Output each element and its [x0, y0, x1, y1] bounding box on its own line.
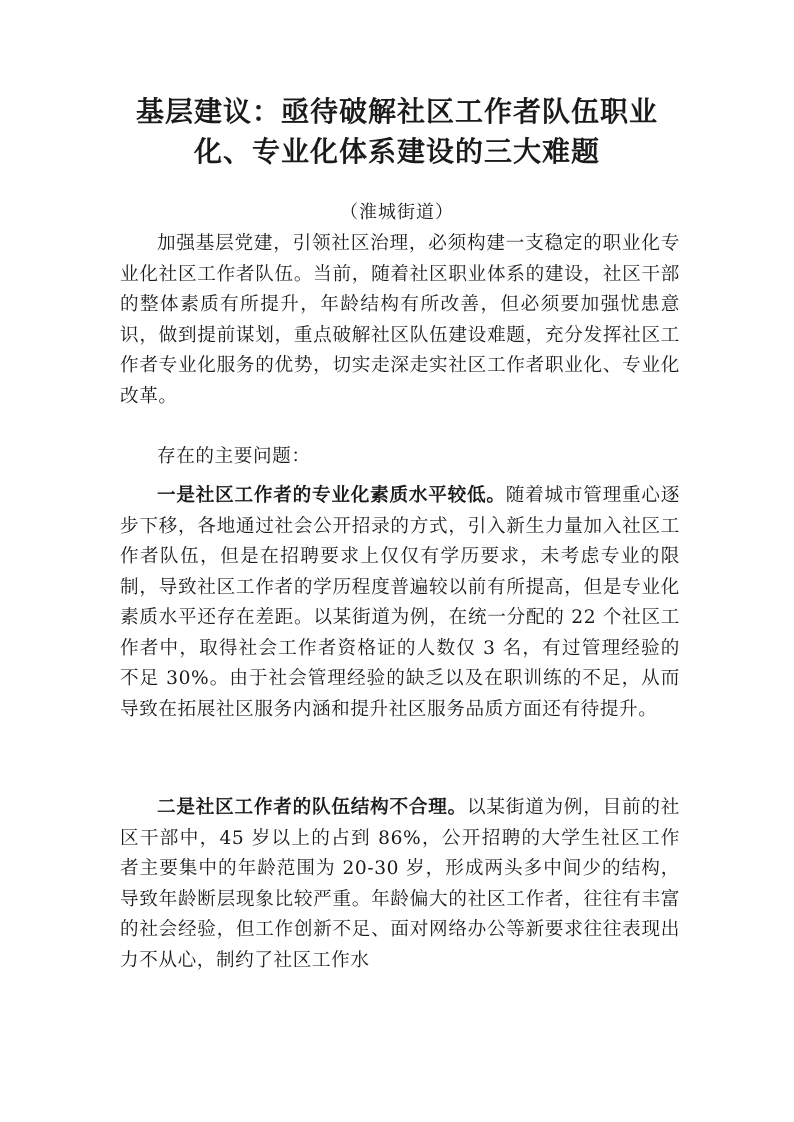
problem-two-paragraph [120, 793, 680, 976]
problems-heading-text: 存在的主要问题： [157, 446, 311, 467]
problems-heading-paragraph [120, 442, 680, 473]
problem-two-lead: 二是社区工作者的队伍结构不合理。 [157, 797, 468, 818]
intro-paragraph [120, 229, 680, 412]
problem-one-text: 随着城市管理重心逐步下移，各地通过社会公开招录的方式，引入新生力量加入社区工作者队伍，但是在招聘要求上仅仅有学历要求，未考虑专业的限制，导致社区工作者的学历程度普遍较以前有所提高，但是专业化素质水平还存在差距。以某街道为例，在统一分配的 22 个社区工作者中，取得社会工作者资格证的人数仅 3 名，有过管理经验的不足 30%。由于社会管理经验的缺乏以及在职训练的不足，从而导致在拓展社区服务内涵和提升社区服务品质方面还有待提升。 [120, 485, 680, 720]
document-byline: （淮城街道） [340, 202, 454, 223]
problem-two-text: 以某街道为例，目前的社区干部中，45 岁以上的占到 86%，公开招聘的大学生社区工作者主要集中的年龄范围为 20-30 岁，形成两头多中间少的结构，导致年龄断层现象比较严重。年龄偏大的社区工作者，往往有丰富的社会经验，但工作创新不足、面对网络办公等新要求往往表现出力不从心，制约了社区工作水 [120, 797, 680, 971]
intro-paragraph-text: 加强基层党建，引领社区治理，必须构建一支稳定的职业化专业化社区工作者队伍。当前，随着社区职业体系的建设，社区干部的整体素质有所提升，年龄结构有所改善，但必须要加强忧患意识，做到提前谋划，重点破解社区队伍建设难题，充分发挥社区工作者专业化服务的优势，切实走深走实社区工作者职业化、专业化改革。 [120, 233, 680, 407]
problem-one-paragraph [120, 481, 680, 725]
problem-one-lead: 一是社区工作者的专业化素质水平较低。 [157, 485, 506, 506]
document-title: 基层建议：亟待破解社区工作者队伍职业化、专业化体系建设的三大难题 [135, 95, 658, 168]
